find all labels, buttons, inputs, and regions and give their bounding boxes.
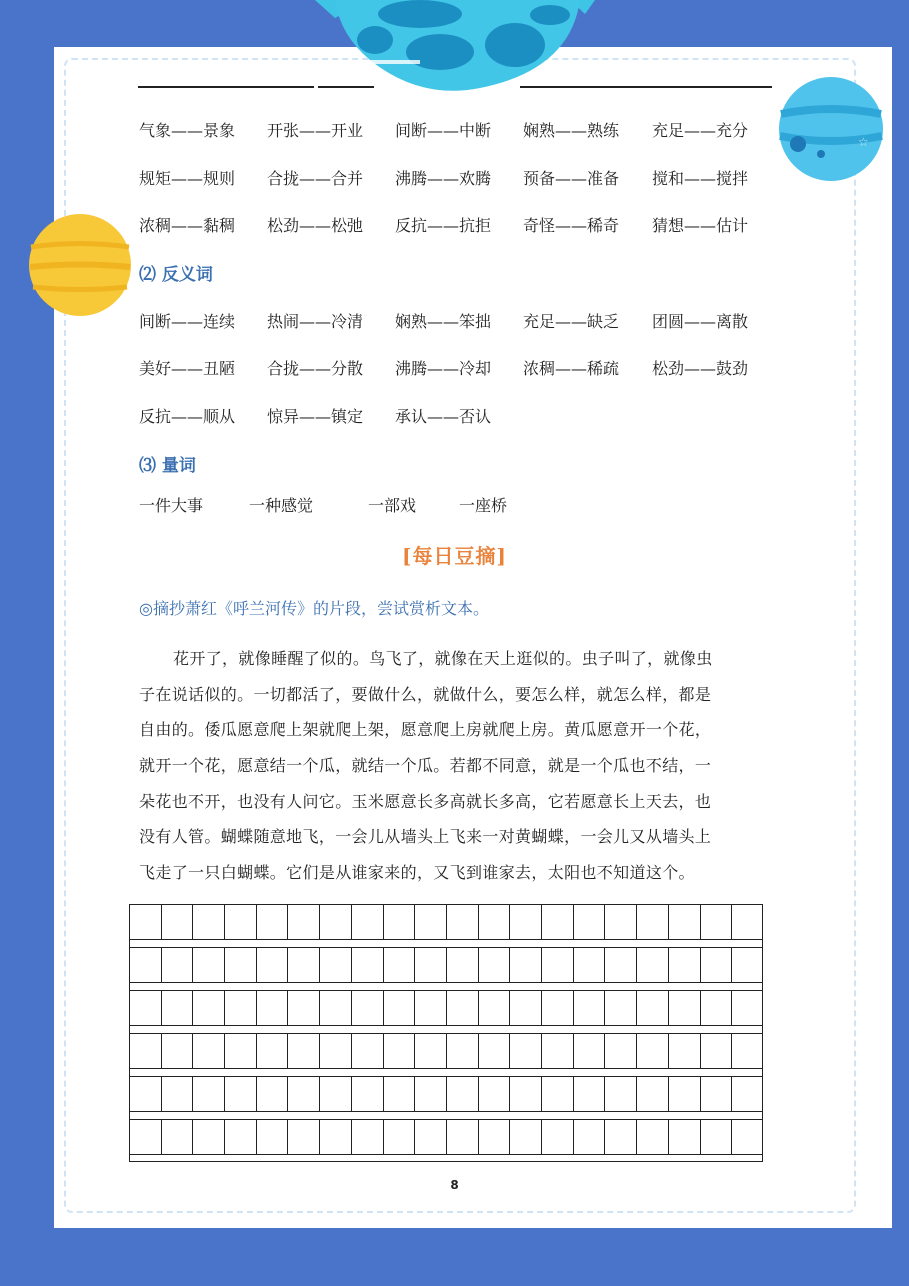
grid-cell[interactable] [542,1077,574,1111]
grid-cell[interactable] [447,1120,479,1154]
grid-cell[interactable] [606,1120,638,1154]
grid-cell[interactable] [415,991,447,1025]
grid-cell[interactable] [193,1120,225,1154]
grid-cell[interactable] [225,1120,257,1154]
grid-cell[interactable] [479,948,511,982]
grid-cell[interactable] [193,905,225,939]
answer-line [138,86,314,88]
grid-cell[interactable] [510,991,542,1025]
grid-cell[interactable] [320,1120,352,1154]
grid-cell[interactable] [606,1077,638,1111]
grid-cell[interactable] [415,1034,447,1068]
measure-word-item: 一种感觉 [249,496,314,515]
grid-cell[interactable] [606,991,638,1025]
grid-cell[interactable] [574,905,606,939]
excerpt-line: 子在说话似的。一切都活了，要做什么，就做什么，要怎么样，就怎么样，都是 [139,685,712,704]
grid-row [129,947,763,983]
grid-cell[interactable] [384,1077,416,1111]
word-pair: 美好——丑陋 [139,359,236,378]
grid-cell[interactable] [574,1077,606,1111]
word-pair: 合拢——分散 [267,359,364,378]
word-pair: 承认——否认 [395,407,492,426]
grid-cell[interactable] [510,1120,542,1154]
word-pair: 间断——中断 [395,121,492,140]
grid-cell[interactable] [384,991,416,1025]
grid-cell[interactable] [669,1120,701,1154]
grid-cell[interactable] [130,948,162,982]
grid-cell[interactable] [162,1034,194,1068]
word-pair: 搅和——搅拌 [652,169,749,188]
grid-cell[interactable] [289,1034,321,1068]
grid-cell[interactable] [701,1120,733,1154]
grid-cell[interactable] [542,905,574,939]
grid-cell[interactable] [415,948,447,982]
grid-cell[interactable] [130,991,162,1025]
grid-cell[interactable] [606,948,638,982]
grid-cell[interactable] [289,991,321,1025]
grid-cell[interactable] [669,948,701,982]
grid-cell[interactable] [257,1034,289,1068]
grid-row-gap [129,1112,763,1119]
grid-cell[interactable] [510,1077,542,1111]
word-pair: 沸腾——欢腾 [395,169,492,188]
grid-cell[interactable] [384,1034,416,1068]
grid-cell[interactable] [289,905,321,939]
grid-cell[interactable] [606,905,638,939]
grid-row-gap [129,1155,763,1162]
grid-cell[interactable] [669,1034,701,1068]
page-number: 8 [450,1178,459,1192]
grid-cell[interactable] [447,905,479,939]
grid-cell[interactable] [162,1077,194,1111]
grid-cell[interactable] [479,1120,511,1154]
grid-cell[interactable] [257,905,289,939]
grid-cell[interactable] [257,1120,289,1154]
measure-word-item: 一座桥 [459,496,508,515]
grid-cell[interactable] [606,1034,638,1068]
grid-cell[interactable] [479,1034,511,1068]
grid-cell[interactable] [542,948,574,982]
grid-cell[interactable] [352,1120,384,1154]
grid-cell[interactable] [701,905,733,939]
grid-cell[interactable] [193,1034,225,1068]
word-pair: 反抗——顺从 [139,407,236,426]
grid-cell[interactable] [225,905,257,939]
blue-planet-top-decoration [300,0,610,95]
grid-row-gap [129,1026,763,1033]
grid-cell[interactable] [257,991,289,1025]
grid-cell[interactable] [352,948,384,982]
word-pair: 松劲——鼓劲 [652,359,749,378]
grid-cell[interactable] [162,1120,194,1154]
answer-line [318,86,374,88]
word-pair: 浓稠——黏稠 [139,216,236,235]
grid-cell[interactable] [352,1077,384,1111]
excerpt-line: 飞走了一只白蝴蝶。它们是从谁家来的，又飞到谁家去，太阳也不知道这个。 [139,863,695,882]
excerpt-line: 自由的。倭瓜愿意爬上架就爬上架，愿意爬上房就爬上房。黄瓜愿意开一个花， [139,720,712,739]
grid-cell[interactable] [415,905,447,939]
word-pair: 热闹——冷清 [267,312,364,331]
word-pair: 团圆——离散 [652,312,749,331]
grid-cell[interactable] [669,1077,701,1111]
grid-cell[interactable] [669,905,701,939]
grid-cell[interactable] [193,991,225,1025]
grid-row [129,1119,763,1155]
word-pair: 充足——缺乏 [523,312,620,331]
grid-cell[interactable] [130,1120,162,1154]
yellow-planet-decoration [27,212,133,318]
grid-cell[interactable] [320,1034,352,1068]
grid-cell[interactable] [510,905,542,939]
measure-word-item: 一部戏 [368,496,417,515]
grid-cell[interactable] [637,905,669,939]
grid-cell[interactable] [637,991,669,1025]
grid-cell[interactable] [130,905,162,939]
grid-cell[interactable] [384,948,416,982]
word-pair: 预备——准备 [523,169,620,188]
grid-cell[interactable] [352,1034,384,1068]
excerpt-line: 朵花也不开，也没有人问它。玉米愿意长多高就长多高，它若愿意长上天去，也 [139,792,712,811]
grid-cell[interactable] [352,991,384,1025]
word-pair: 松劲——松弛 [267,216,364,235]
grid-cell[interactable] [447,991,479,1025]
grid-row-gap [129,1069,763,1076]
grid-cell[interactable] [162,991,194,1025]
word-pair: 娴熟——熟练 [523,121,620,140]
grid-cell[interactable] [289,1077,321,1111]
measure-words-heading: ⑶ 量词 [139,456,196,476]
grid-cell[interactable] [510,1034,542,1068]
word-pair: 间断——连续 [139,312,236,331]
excerpt-prompt: ◎摘抄萧红《呼兰河传》的片段，尝试赏析文本。 [139,599,489,618]
grid-cell[interactable] [479,991,511,1025]
grid-cell[interactable] [130,1034,162,1068]
grid-cell[interactable] [574,1034,606,1068]
grid-cell[interactable] [193,1077,225,1111]
grid-cell[interactable] [384,1120,416,1154]
word-pair: 沸腾——冷却 [395,359,492,378]
grid-cell[interactable] [637,1120,669,1154]
grid-cell[interactable] [447,1034,479,1068]
grid-cell[interactable] [415,1120,447,1154]
grid-row [129,904,763,940]
answer-line [520,86,772,88]
section-title: [每日豆摘] [402,544,507,568]
grid-cell[interactable] [447,1077,479,1111]
grid-row-gap [129,940,763,947]
grid-cell[interactable] [574,991,606,1025]
grid-cell[interactable] [542,991,574,1025]
word-pair: 猜想——估计 [652,216,749,235]
grid-cell[interactable] [162,905,194,939]
grid-cell[interactable] [701,1034,733,1068]
svg-text:☆: ☆ [858,135,869,149]
word-pair: 娴熟——笨拙 [395,312,492,331]
grid-row [129,1033,763,1069]
grid-row-gap [129,983,763,990]
grid-cell[interactable] [352,905,384,939]
word-pair: 充足——充分 [652,121,749,140]
grid-cell[interactable] [320,905,352,939]
word-pair: 反抗——抗拒 [395,216,492,235]
word-pair: 奇怪——稀奇 [523,216,620,235]
antonyms-heading: ⑵ 反义词 [139,265,213,285]
grid-cell[interactable] [289,1120,321,1154]
grid-cell[interactable] [669,991,701,1025]
grid-cell[interactable] [479,1077,511,1111]
grid-cell[interactable] [701,991,733,1025]
word-pair: 气象——景象 [139,121,236,140]
grid-cell[interactable] [574,1120,606,1154]
excerpt-line: 就开一个花，愿意结一个瓜，就结一个瓜。若都不同意，就是一个瓜也不结，一 [139,756,712,775]
grid-cell[interactable] [542,1034,574,1068]
grid-cell[interactable] [637,1077,669,1111]
grid-cell[interactable] [701,948,733,982]
grid-cell[interactable] [320,991,352,1025]
grid-cell[interactable] [257,1077,289,1111]
grid-cell[interactable] [193,948,225,982]
grid-cell[interactable] [701,1077,733,1111]
grid-cell[interactable] [637,1034,669,1068]
grid-cell[interactable] [225,991,257,1025]
word-pair: 浓稠——稀疏 [523,359,620,378]
excerpt-line: 花开了，就像睡醒了似的。鸟飞了，就像在天上逛似的。虫子叫了，就像虫 [173,649,713,668]
measure-word-item: 一件大事 [139,496,204,515]
word-pair: 合拢——合并 [267,169,364,188]
grid-cell[interactable] [130,1077,162,1111]
grid-row [129,1076,763,1112]
grid-cell[interactable] [574,948,606,982]
word-pair: 开张——开业 [267,121,364,140]
grid-cell[interactable] [289,948,321,982]
grid-cell[interactable] [447,948,479,982]
grid-cell[interactable] [637,948,669,982]
grid-cell[interactable] [320,948,352,982]
grid-row [129,990,763,1026]
word-pair: 惊异——镇定 [267,407,364,426]
grid-cell[interactable] [225,948,257,982]
grid-cell[interactable] [225,1034,257,1068]
grid-cell[interactable] [225,1077,257,1111]
word-pair: 规矩——规则 [139,169,236,188]
grid-cell[interactable] [384,905,416,939]
grid-cell[interactable] [320,1077,352,1111]
grid-cell[interactable] [257,948,289,982]
grid-cell[interactable] [415,1077,447,1111]
grid-cell[interactable] [510,948,542,982]
blue-striped-planet-decoration [776,74,886,184]
excerpt-line: 没有人管。蝴蝶随意地飞，一会儿从墙头上飞来一对黄蝴蝶，一会儿又从墙头上 [139,827,712,846]
grid-cell[interactable] [542,1120,574,1154]
grid-cell[interactable] [479,905,511,939]
grid-cell[interactable] [162,948,194,982]
